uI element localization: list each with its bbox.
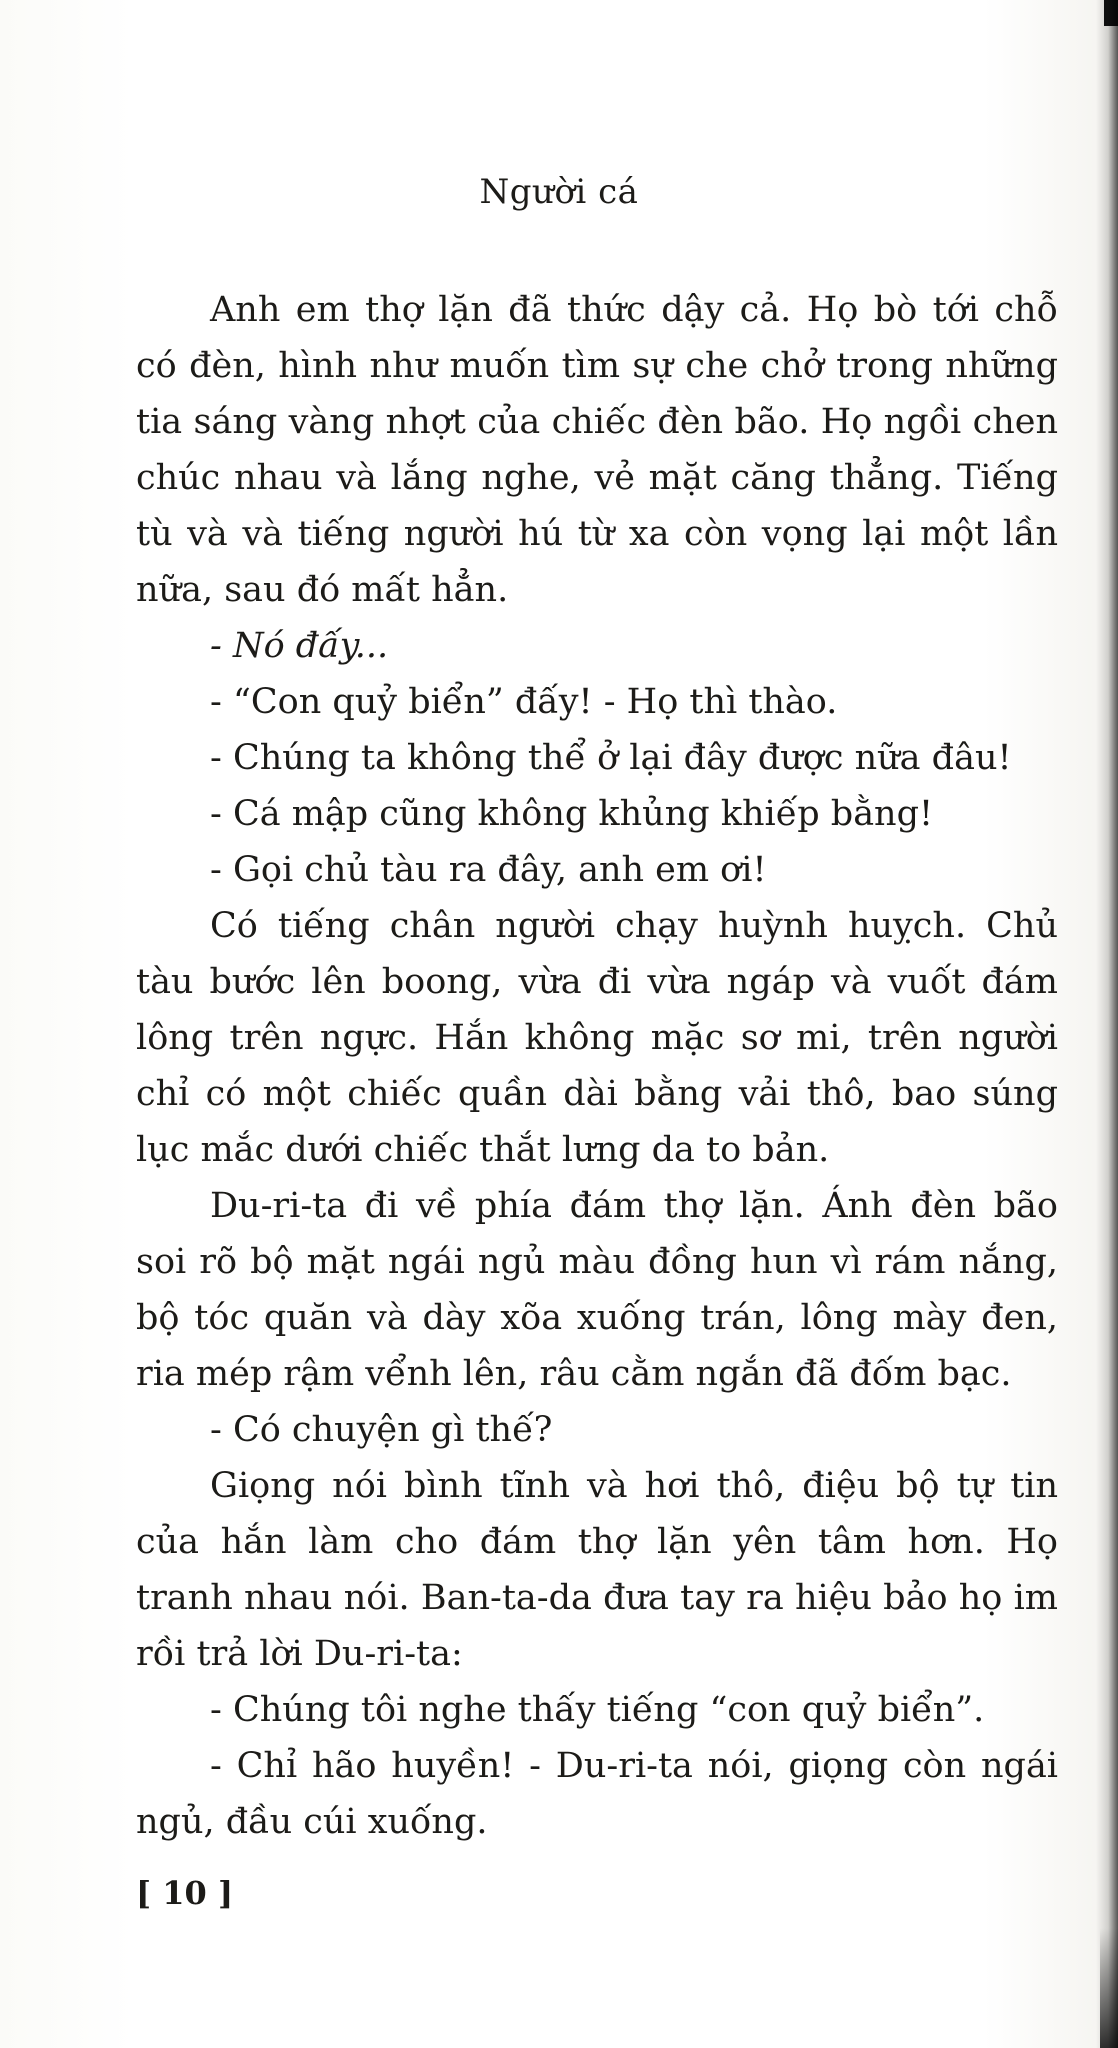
page-edge-shadow: [1096, 0, 1118, 2048]
paragraph: Giọng nói bình tĩnh và hơi thô, điệu bộ tự tin của hắn làm cho đám thợ lặn yên tâm hơn. Họ tranh nhau nói. Ban-ta-da đưa tay ra hiệu bảo họ im rồi trả lời Du-ri-ta:: [136, 1466, 1058, 1674]
paragraph: - Có chuyện gì thế?: [210, 1410, 553, 1450]
paragraph: Du-ri-ta đi về phía đám thợ lặn. Ánh đèn bão soi rõ bộ mặt ngái ngủ màu đồng hun vì rám nắng, bộ tóc quăn và dày xõa xuống trán, lông mày đen, ria mép rậm vểnh lên, râu cằm ngắn đã đốm bạc.: [136, 1186, 1058, 1394]
paragraph: - Gọi chủ tàu ra đây, anh em ơi!: [210, 850, 767, 890]
paragraph: - Cá mập cũng không khủng khiếp bằng!: [210, 794, 934, 834]
paragraph: [136, 618, 1058, 674]
body-text: [136, 282, 1058, 1850]
paragraph: - Chúng ta không thể ở lại đây được nữa đâu!: [210, 738, 1012, 778]
italic-dialog: - Nó đấy...: [210, 626, 389, 666]
paragraph: - “Con quỷ biển” đấy! - Họ thì thào.: [210, 682, 838, 722]
paragraph: Có tiếng chân người chạy huỳnh huỵch. Chủ tàu bước lên boong, vừa đi vừa ngáp và vuốt đám lông trên ngực. Hắn không mặc sơ mi, trên người chỉ có một chiếc quần dài bằng vải thô, bao súng lục mắc dưới chiếc thắt lưng da to bản.: [136, 906, 1058, 1170]
paragraph: Anh em thợ lặn đã thức dậy cả. Họ bò tới chỗ có đèn, hình như muốn tìm sự che chở trong những tia sáng vàng nhợt của chiếc đèn bão. Họ ngồi chen chúc nhau và lắng nghe, vẻ mặt căng thẳng. Tiếng tù và và tiếng người hú từ xa còn vọng lại một lần nữa, sau đó mất hẳn.: [136, 290, 1058, 610]
page-bottom-shadow: [1100, 1928, 1118, 2048]
page-number: [ 10 ]: [136, 1874, 234, 1912]
running-title: Người cá: [479, 172, 639, 212]
paragraph: - Chúng tôi nghe thấy tiếng “con quỷ biển”.: [210, 1690, 985, 1730]
paragraph: - Chỉ hão huyền! - Du-ri-ta nói, giọng còn ngái ngủ, đầu cúi xuống.: [136, 1746, 1058, 1842]
